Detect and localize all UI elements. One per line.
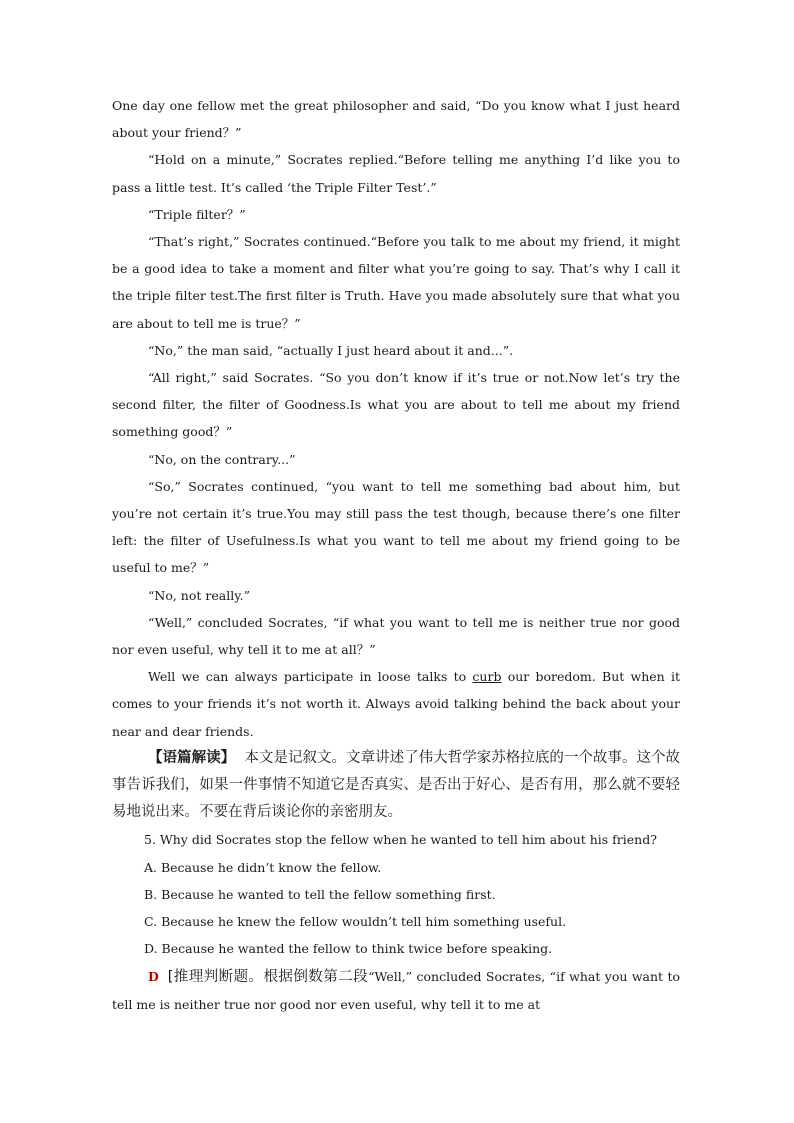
passage-paragraph-4: “That’s right,” Socrates continued.“Before you talk to me about my friend, it might be a good idea to take a moment and filter what you’re going to say. That’s why I call it the triple filter test.The first filter is Truth. Have you made absolutely sure that what you are about to tell me is true？” xyxy=(112,234,680,331)
answer-quote: “Well,” concluded Socrates, “if what you want to tell me is neither true nor good nor even useful, why tell it to me at xyxy=(112,968,681,1012)
passage-paragraph-1: One day one fellow met the great philosopher and said, “Do you know what I just heard about your friend？” xyxy=(112,98,680,141)
answer-tag: [推理判断题。根据倒数第二段 xyxy=(167,968,369,985)
underlined-word: curb xyxy=(472,669,502,685)
option-d: D. Because he wanted the fellow to think twice before speaking. xyxy=(144,941,553,957)
option-c: C. Because he knew the fellow wouldn’t tell him something useful. xyxy=(144,914,567,930)
answer-paragraph xyxy=(112,963,680,1018)
paragraph-11-text-before: Well we can always participate in loose talks to xyxy=(148,669,473,685)
passage-paragraph-10: “Well,” concluded Socrates, “if what you want to tell me is neither true nor good nor even useful, why tell it to me at all？” xyxy=(112,614,680,658)
passage-paragraph-6: “All right,” said Socrates. “So you don’t know if it’s true or not.Now let’s try the second filter, the filter of Goodness.Is what you are about to tell me about my friend something good？” xyxy=(112,370,680,440)
passage-paragraph-8: “So,” Socrates continued, “you want to tell me something bad about him, but you’re not certain it’s true.You may still pass the test though, because there’s one filter left: the filter of Usefulness.Is what you want to tell me about my friend going to be useful to me？” xyxy=(112,478,680,576)
analysis-label: 【语篇解读】 xyxy=(148,749,236,766)
option-a: A. Because he didn’t know the fellow. xyxy=(144,859,382,875)
passage-paragraph-3: “Triple filter？” xyxy=(148,206,246,222)
passage-paragraph-11 xyxy=(112,663,680,745)
analysis-paragraph xyxy=(112,745,680,827)
passage-paragraph-9: “No, not really.” xyxy=(148,587,250,603)
passage-paragraph-7: “No, on the contrary...” xyxy=(148,451,296,467)
document-page xyxy=(112,92,680,1018)
analysis-text: 本文是记叙文。文章讲述了伟大哲学家苏格拉底的一个故事。这个故事告诉我们，如果一件事情不知道它是否真实、是否出于好心、是否有用，那么就不要轻易地说出来。不要在背后谈论你的亲密朋友。 xyxy=(112,749,681,821)
passage-paragraph-2: “Hold on a minute,” Socrates replied.“Before telling me anything I’d like you to pass a little test. It’s called ‘the Triple Filter Test’.” xyxy=(112,152,680,195)
question-stem: 5. Why did Socrates stop the fellow when he wanted to tell him about his friend? xyxy=(144,832,657,848)
option-b: B. Because he wanted to tell the fellow something first. xyxy=(144,886,496,902)
passage-paragraph-5: “No,” the man said, “actually I just heard about it and...”. xyxy=(148,342,514,358)
paragraph-11-text-after: our boredom. But when it comes to your friends it’s not worth it. Always avoid talking behind the back about your near and dear friends. xyxy=(112,669,680,739)
answer-letter: D xyxy=(148,968,159,984)
